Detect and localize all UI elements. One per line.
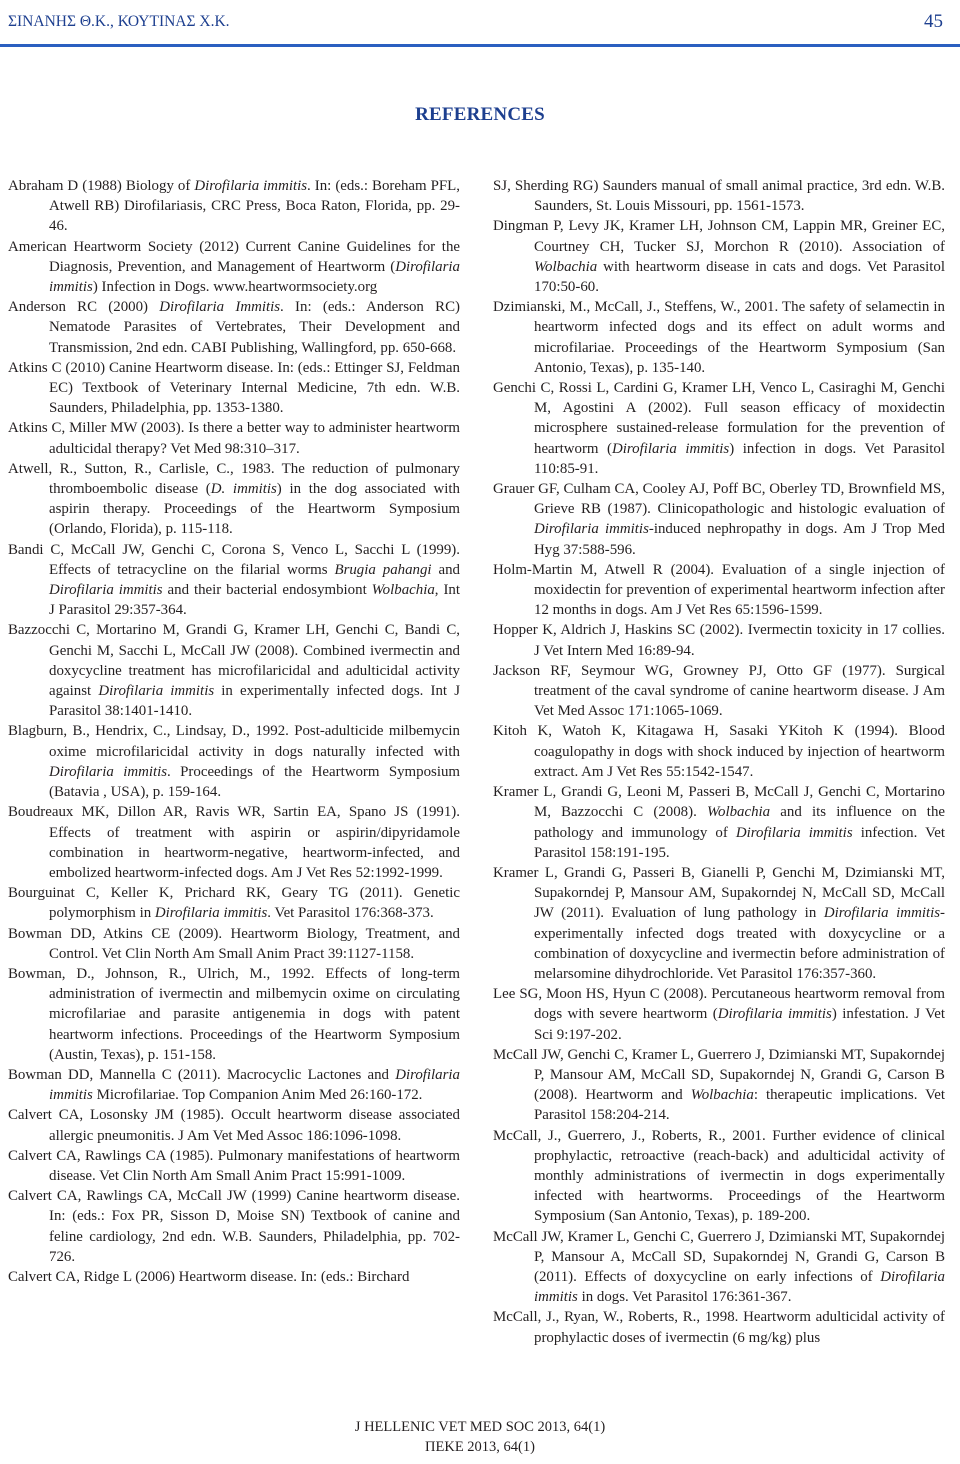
reference-entry: Blagburn, B., Hendrix, C., Lindsay, D., 1992. Post-adulticide milbemycin oxime microfilaricidal activity in dogs naturally infected with Dirofilaria immitis. Proceedings of the Heartworm Symposium (Batavia , USA), p. 159-164. [8, 723, 460, 801]
reference-entry: Calvert CA, Rawlings CA (1985). Pulmonary manifestations of heartworm disease. Vet Clin North Am Small Anim Pract 15:991-1009. [8, 1147, 460, 1184]
reference-entry: Calvert CA, Ridge L (2006) Heartworm disease. In: (eds.: Birchard [8, 1268, 410, 1285]
reference-entry: Kramer L, Grandi G, Leoni M, Passeri B, McCall J, Genchi C, Mortarino M, Bazzocchi C (2008). Wolbachia and its influence on the pathology and immunology of Dirofilaria immitis infection. Vet Parasitol 158:191-195. [493, 784, 946, 861]
reference-entry: Kitoh K, Watoh K, Kitagawa H, Sasaki YKitoh K (1994). Blood coagulopathy in dogs with shock induced by injection of heartworm extract. Am J Vet Res 55:1542-1547. [493, 723, 945, 780]
reference-entry: Atwell, R., Sutton, R., Carlisle, C., 1983. The reduction of pulmonary thromboembolic disease (D. immitis) in the dog associated with aspirin therapy. Proceedings of the Heartworm Symposium (Orlando, Florida), p. 115-118. [8, 460, 460, 538]
reference-entry: Calvert CA, Rawlings CA, McCall JW (1999) Canine heartworm disease. In: (eds.: Fox PR, Sisson D, Moise SN) Textbook of canine and feline cardiology, 2nd edn. W.B. Saunders, Philadelphia, pp. 702-726. [8, 1188, 460, 1265]
reference-entry: Dzimianski, M., McCall, J., Steffens, W., 2001. The safety of selamectin in heartworm infected dogs and its effect on adult worms and microfilariae. Proceedings of the Heartworm Symposium (San Antonio, Texas), p. 135-140. [493, 299, 945, 376]
references-right-column [493, 176, 945, 1348]
reference-entry: Holm-Martin M, Atwell R (2004). Evaluation of a single injection of moxidectin for prevention of experimental heartworm infection after 12 months in dogs. Am J Vet Res 65:1596-1599. [493, 561, 945, 619]
reference-entry: Boudreaux MK, Dillon AR, Ravis WR, Sartin EA, Spano JS (1991). Effects of treatment with aspirin or aspirin/dipyridamole combination in heartworm-negative, heartworm-infected, and embolized heartworm-infected dogs. Am J Vet Res 52:1992-1999. [8, 804, 460, 881]
page-footer [0, 1417, 960, 1457]
reference-continuation: SJ, Sherding RG) Saunders manual of small animal practice, 3rd edn. W.B. Saunders, St. Louis Missouri, pp. 1561-1573. [493, 178, 945, 215]
page-number: 45 [924, 11, 943, 32]
reference-entry: Bowman, D., Johnson, R., Ulrich, M., 1992. Effects of long-term administration of ivermectin and milbemycin oxime on circulating microfilariae and parasite antigenemia in dogs with patent heartworm infections. Proceedings of the Heartworm Symposium (Austin, Texas), p. 151-158. [8, 965, 460, 1063]
section-title: REFERENCES [415, 104, 545, 125]
reference-entry: Grauer GF, Culham CA, Cooley AJ, Poff BC, Oberley TD, Brownfield MS, Grieve RB (1987). Clinicopathologic and histologic evaluation of Dirofilaria immitis-induced nephropathy in dogs. Am J Trop Med Hyg 37:588-596. [493, 481, 946, 558]
reference-entry: Calvert CA, Losonsky JM (1985). Occult heartworm disease associated allergic pneumonitis. J Am Vet Med Assoc 186:1096-1098. [8, 1107, 460, 1144]
page-header [0, 0, 960, 48]
reference-entry: Genchi C, Rossi L, Cardini G, Kramer LH, Venco L, Casiraghi M, Genchi M, Agostini A (2002). Full season efficacy of moxidectin microsphere sustained-release formulation for the prevention of heartworm (Dirofilaria immitis) infection in dogs. Vet Parasitol 110:85-91. [493, 380, 945, 477]
reference-entry: Lee SG, Moon HS, Hyun C (2008). Percutaneous heartworm removal from dogs with severe heartworm (Dirofilaria immitis) infestation. J Vet Sci 9:197-202. [493, 986, 945, 1043]
reference-entry: American Heartworm Society (2012) Current Canine Guidelines for the Diagnosis, Prevention, and Management of Heartworm (Dirofilaria immitis) Infection in Dogs. www.heartwormsociety.org [8, 238, 460, 296]
reference-entry: Abraham D (1988) Biology of Dirofilaria immitis. In: (eds.: Boreham PFL, Atwell RB) Dirofilariasis, CRC Press, Boca Raton, Florida, pp. 29-46. [8, 178, 460, 235]
running-head-authors: ΣΙΝΑΝΗΣ Θ.Κ., ΚΟΥΤΙΝΑΣ Χ.Κ. [8, 13, 230, 30]
reference-entry: Atkins C (2010) Canine Heartworm disease. In: (eds.: Ettinger SJ, Feldman EC) Textbook of Veterinary Internal Medicine, 7th edn. W.B. Saunders, Philadelphia, pp. 1353-1380. [8, 359, 460, 417]
reference-entry: Anderson RC (2000) Dirofilaria Immitis. In: (eds.: Anderson RC) Nematode Parasites of Vertebrates, Their Development and Transmission, 2nd edn. CABI Publishing, Wallingford, pp. 650-668. [8, 299, 460, 356]
reference-entry: McCall JW, Kramer L, Genchi C, Guerrero J, Dzimianski MT, Supakorndej P, Mansour A, McCall SD, Supakorndej N, Grandi G, Carson B (2011). Effects of doxycycline on early infections of Dirofilaria immitis in dogs. Vet Parasitol 176:361-367. [493, 1228, 945, 1306]
reference-entry: Bowman DD, Atkins CE (2009). Heartworm Biology, Treatment, and Control. Vet Clin North Am Small Anim Pract 39:1127-1158. [8, 925, 460, 962]
header-divider [0, 44, 960, 47]
reference-entry: McCall JW, Genchi C, Kramer L, Guerrero J, Dzimianski MT, Supakorndej P, Mansour AM, McCall SD, Supakorndej N, Grandi G, Carson B (2008). Heartworm and Wolbachia: therapeutic implications. Vet Parasitol 158:204-214. [493, 1046, 945, 1124]
reference-entry: McCall, J., Ryan, W., Roberts, R., 1998. Heartworm adulticidal activity of prophylactic doses of ivermectin (6 mg/kg) plus [493, 1309, 945, 1346]
reference-entry: Atkins C, Miller MW (2003). Is there a better way to administer heartworm adulticidal therapy? Vet Med 98:310–317. [8, 420, 460, 457]
reference-entry: Bourguinat C, Keller K, Prichard RK, Geary TG (2011). Genetic polymorphism in Dirofilaria immitis. Vet Parasitol 176:368-373. [8, 885, 460, 922]
reference-entry: Dingman P, Levy JK, Kramer LH, Johnson CM, Lappin MR, Greiner EC, Courtney CH, Tucker SJ, Morchon R (2010). Association of Wolbachia with heartworm disease in cats and dogs. Vet Parasitol 170:50-60. [493, 218, 945, 296]
reference-entry: Bowman DD, Mannella C (2011). Macrocyclic Lactones and Dirofilaria immitis Microfilariae. Top Companion Anim Med 26:160-172. [8, 1066, 460, 1104]
reference-entry: Kramer L, Grandi G, Passeri B, Gianelli P, Genchi M, Dzimianski MT, Supakorndej P, Mansour AM, Supakorndej N, McCall SD, McCall JW (2011). Evaluation of lung pathology in Dirofilaria immitis-experimentally infected dogs treated with doxycycline or a combination of doxycycline and ivermectin before administration of melarsomine dihydrochloride. Vet Parasitol 176:357-360. [493, 864, 945, 982]
references-left-column [8, 176, 460, 1287]
reference-entry: McCall, J., Guerrero, J., Roberts, R., 2001. Further evidence of clinical prophylactic, retroactive (reach-back) and adulticidal activity of monthly administrations of ivermectin in dogs experimentally infected with heartworms. Proceedings of the Heartworm Symposium (San Antonio, Texas), p. 189-200. [493, 1127, 945, 1225]
reference-entry: Jackson RF, Seymour WG, Growney PJ, Otto GF (1977). Surgical treatment of the caval syndrome of canine heartworm disease. J Am Vet Med Assoc 171:1065-1069. [493, 662, 945, 720]
reference-entry: Bazzocchi C, Mortarino M, Grandi G, Kramer LH, Genchi C, Bandi C, Genchi M, Sacchi L, McCall JW (2008). Combined ivermectin and doxycycline treatment has microfilaricidal and adulticidal activity against Dirofilaria immitis in experimentally infected dogs. Int J Parasitol 38:1401-1410. [8, 622, 461, 720]
reference-entry: Bandi C, McCall JW, Genchi C, Corona S, Venco L, Sacchi L (1999). Effects of tetracycline on the filarial worms Brugia pahangi and Dirofilaria immitis and their bacterial endosymbiont Wolbachia, Int J Parasitol 29:357-364. [8, 541, 460, 619]
footer-journal-gr: ΠΕΚΕ 2013, 64(1) [425, 1439, 535, 1455]
reference-entry: Hopper K, Aldrich J, Haskins SC (2002). Ivermectin toxicity in 17 collies. J Vet Intern Med 16:89-94. [493, 622, 945, 659]
footer-journal-en: J HELLENIC VET MED SOC 2013, 64(1) [354, 1419, 606, 1435]
